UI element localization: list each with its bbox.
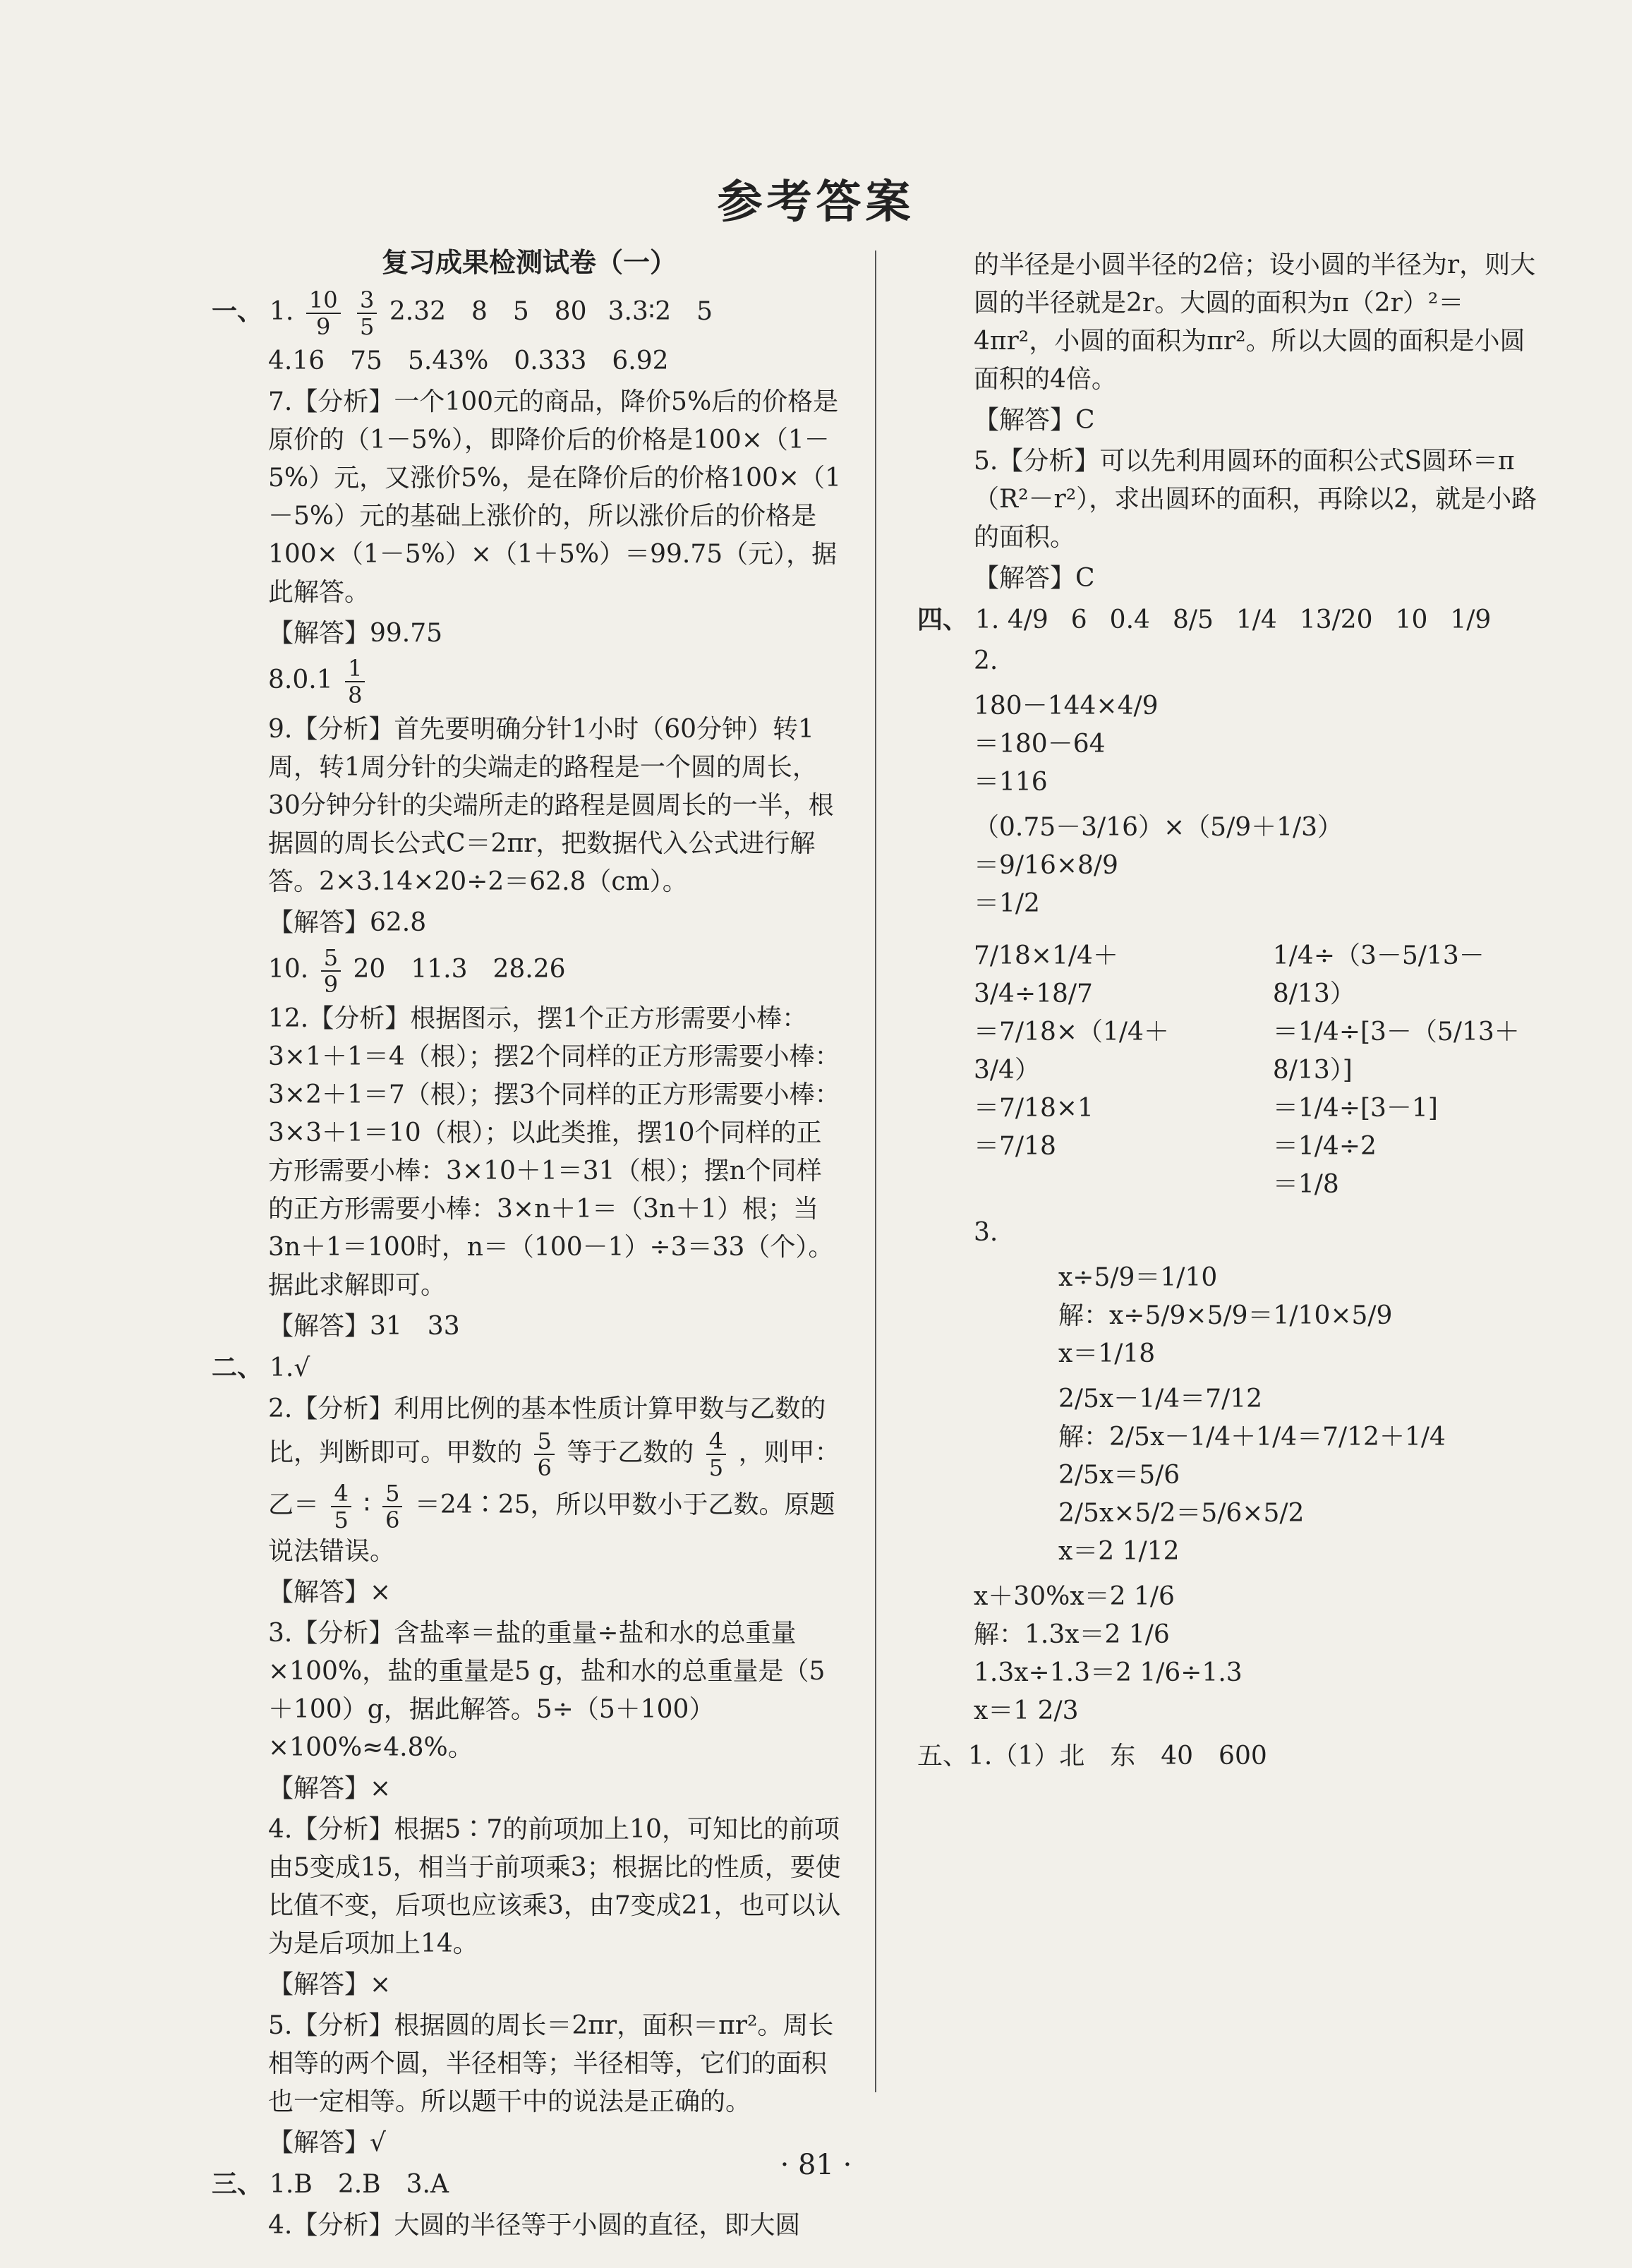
answer-s2q4: 【解答】× (268, 1970, 392, 1999)
numerator: 10 (306, 287, 341, 314)
math-line: ＝1/8 (1272, 1170, 1339, 1199)
fraction (306, 287, 341, 339)
section-2-label: 二、 (212, 1353, 263, 1382)
math-line: 解：1.3x＝2 1/6 (974, 1620, 1170, 1649)
math-line: ＝7/18 (974, 1132, 1056, 1161)
fraction (382, 1480, 402, 1533)
math-line: ＝1/4÷[3－（5/13＋8/13）] (1272, 1018, 1520, 1085)
right-column (917, 243, 1538, 1778)
calc-2 (974, 809, 1538, 923)
text: 2.【分析】利用比例的基本性质计算甲数与乙数的比，判断即可。甲数的 (268, 1394, 826, 1467)
analysis-s2q3: 3.【分析】含盐率＝盐的重量÷盐和水的总重量×100%，盐的重量是5 g，盐和水的总重量是（5＋100）g，据此解答。5÷（5＋100）×100%≈4.8%。 (268, 1619, 826, 1762)
text: ∶ (363, 1490, 370, 1519)
denominator: 9 (316, 313, 331, 340)
text: ＝24∶25，所以甲数小于乙数。原题说法错误。 (268, 1490, 835, 1566)
analysis-s2q5: 5.【分析】根据圆的周长＝2πr，面积＝πr²。周长相等的两个圆，半径相等；半径相等，它们的面积也一定相等。所以题干中的说法是正确的。 (268, 2011, 834, 2116)
answer-s2q2: 【解答】× (268, 1578, 392, 1607)
denominator: 5 (334, 1507, 349, 1533)
math-line: ＝116 (974, 768, 1048, 797)
answer-s3q5: 【解答】C (974, 564, 1095, 593)
q-num: 2. (974, 646, 998, 675)
fraction (321, 945, 341, 997)
equation-1 (974, 1259, 1538, 1373)
numerator: 1 (345, 656, 365, 682)
section-4-label: 四、 (917, 605, 969, 634)
s5-q1: 五、1.（1）北 东 40 600 (917, 1742, 1267, 1771)
fraction (357, 287, 377, 339)
q-num: 1. (270, 297, 294, 326)
numerator: 4 (706, 1428, 726, 1455)
math-line: ＝1/4÷2 (1272, 1132, 1377, 1161)
math-line: ＝1/4÷[3－1] (1272, 1094, 1438, 1123)
equation-2 (974, 1380, 1538, 1571)
calc-1 (974, 687, 1538, 802)
math-line: ＝7/18×（1/4＋3/4） (974, 1018, 1169, 1085)
s4-q3 (917, 1214, 1538, 1730)
math-line: 解：x÷5/9×5/9＝1/10×5/9 (1058, 1301, 1393, 1330)
math-line: （0.75－3/16）×（5/9＋1/3） (974, 813, 1343, 842)
answer-item: 6 (1070, 605, 1087, 634)
math-line: 1.3x÷1.3＝2 1/6÷1.3 (974, 1658, 1243, 1687)
fraction (534, 1428, 554, 1480)
section-subtitle: 复习成果检测试卷（一） (381, 246, 677, 278)
s1-q1 (212, 287, 847, 339)
math-line: x＝2 1/12 (1058, 1537, 1180, 1566)
numerator: 4 (331, 1480, 351, 1507)
math-line: ＝180－64 (974, 730, 1106, 759)
math-line: x÷5/9＝1/10 (1058, 1263, 1218, 1292)
answer-text: 3.3∶2 5 (608, 297, 713, 326)
section-1-label: 一、 (212, 296, 263, 326)
answer-line: 4.16 75 5.43% 0.333 6.92 (268, 346, 669, 375)
s2-q1 (212, 1349, 847, 1387)
fraction (345, 656, 365, 708)
fraction (331, 1480, 351, 1533)
s4-q2 (917, 642, 1538, 1211)
s4-q1 (917, 601, 1538, 639)
denominator: 9 (323, 971, 339, 998)
analysis-s2q4: 4.【分析】根据5∶7的前项加上10，可知比的前项由5变成15，相当于前项乘3；根据比的性质，要使比值不变，后项也应该乘3，由7变成21，也可以认为是后项加上14。 (268, 1815, 841, 1958)
math-line: ＝1/2 (974, 889, 1040, 918)
analysis-s2q2 (212, 1390, 847, 1571)
text: ，则甲：乙＝ (268, 1438, 840, 1519)
denominator: 6 (385, 1507, 400, 1533)
answer-q10 (212, 945, 847, 997)
denominator: 6 (537, 1454, 552, 1481)
math-line: x＝1 2/3 (974, 1696, 1079, 1725)
math-line: 1/4÷（3－5/13－8/13） (1272, 941, 1485, 1008)
math-line: x＝1/18 (1058, 1339, 1156, 1368)
continued-analysis: 的半径是小圆半径的2倍；设小圆的半径为r，则大圆的半径就是2r。大圆的面积为π（2r）²＝4πr²，小圆的面积为πr²。所以大圆的面积是小圆面积的4倍。 (974, 251, 1536, 394)
left-column (212, 243, 847, 2248)
calc-4 (1273, 937, 1538, 1204)
answer-text: 2.32 8 5 80 (389, 297, 587, 326)
math-line: 2/5x－1/4＝7/12 (1058, 1385, 1263, 1413)
answer-text: 1.√ (270, 1353, 310, 1382)
math-line: 7/18×1/4＋3/4÷18/7 (974, 941, 1118, 1008)
answer-s3q4: 【解答】C (974, 406, 1095, 435)
q-num: 1. (975, 605, 1000, 634)
page-number: · 81 · (780, 2149, 852, 2181)
analysis-q9: 9.【分析】首先要明确分针1小时（60分钟）转1周，转1周分针的尖端走的路程是一个圆的周长，30分钟分针的尖端所走的路程是圆周长的一半，根据圆的周长公式C＝2πr，把数据代入公式进行解答。2×3.14×20÷2＝62.8（cm）。 (268, 715, 834, 896)
answer-text: 10. (268, 955, 309, 984)
page-title: 参考答案 (717, 176, 915, 229)
analysis-s3q5: 5.【分析】可以先利用圆环的面积公式S圆环＝π（R²－r²），求出圆环的面积，再除以2，就是小路的面积。 (974, 447, 1537, 552)
numerator: 3 (357, 287, 377, 314)
answer-item: 13/20 (1299, 605, 1373, 634)
answer-item: 0.4 (1109, 605, 1150, 634)
math-line: ＝7/18×1 (974, 1094, 1094, 1123)
equation-3 (974, 1578, 1538, 1730)
numerator: 5 (534, 1428, 554, 1455)
math-line: x＋30%x＝2 1/6 (974, 1582, 1175, 1611)
q-num: 3. (974, 1218, 998, 1247)
answer-s2q5: 【解答】√ (268, 2128, 386, 2157)
analysis-q12: 12.【分析】根据图示，摆1个正方形需要小棒：3×1＋1＝4（根）；摆2个同样的正方形需要小棒：3×2＋1＝7（根）；摆3个同样的正方形需要小棒：3×3＋1＝10（根）；以此类推，摆10个同样的正方形需要小棒：3×10＋1＝31（根）；摆n个同样的正方形需要小棒：3×n＋1＝（3n＋1）根；当3n＋1＝100时，n＝（100－1）÷3＝33（个）。据此求解即可。 (268, 1004, 840, 1300)
denominator: 8 (348, 682, 363, 708)
s4-q1-items (1008, 605, 1513, 634)
answer-text: 20 11.3 28.26 (353, 955, 566, 984)
fraction (706, 1428, 726, 1480)
math-line: 2/5x×5/2＝5/6×5/2 (1058, 1499, 1305, 1528)
answer-item: 1/9 (1450, 605, 1492, 634)
numerator: 5 (382, 1480, 402, 1507)
answer-q9: 【解答】62.8 (268, 908, 427, 937)
answer-q8 (212, 656, 847, 708)
calc-3 (974, 937, 1188, 1204)
analysis-q7: 7.【分析】一个100元的商品，降价5%后的价格是原价的（1－5%），即降价后的价格是100×（1－5%）元，又涨价5%，是在降价后的价格100×（1－5%）元的基础上涨价的，所以涨价后的价格是100×（1－5%）×（1＋5%）＝99.75（元），据此解答。 (268, 387, 842, 607)
math-line: 解：2/5x－1/4＋1/4＝7/12＋1/4 (1058, 1423, 1446, 1452)
answer-s2q3: 【解答】× (268, 1774, 392, 1803)
denominator: 5 (708, 1454, 724, 1481)
answer-item: 10 (1395, 605, 1428, 634)
text: 等于乙数的 (567, 1438, 694, 1467)
math-line: 2/5x＝5/6 (1058, 1461, 1180, 1490)
math-line: 180－144×4/9 (974, 692, 1159, 720)
analysis-s3q4: 4.【分析】大圆的半径等于小圆的直径，即大圆 (268, 2211, 801, 2240)
numerator: 5 (321, 945, 341, 972)
column-divider (875, 251, 876, 2092)
answer-q7: 【解答】99.75 (268, 619, 443, 648)
math-line: ＝9/16×8/9 (974, 851, 1118, 880)
answer-item: 1/4 (1235, 605, 1277, 634)
answer-text: 8.0.1 (268, 665, 333, 694)
answer-item: 4/9 (1007, 605, 1048, 634)
answer-item: 8/5 (1172, 605, 1214, 634)
denominator: 5 (360, 313, 375, 340)
answer-q12: 【解答】31 33 (268, 1312, 460, 1341)
answer-text: 1.B 2.B 3.A (270, 2170, 449, 2199)
section-3-label: 三、 (212, 2169, 263, 2199)
